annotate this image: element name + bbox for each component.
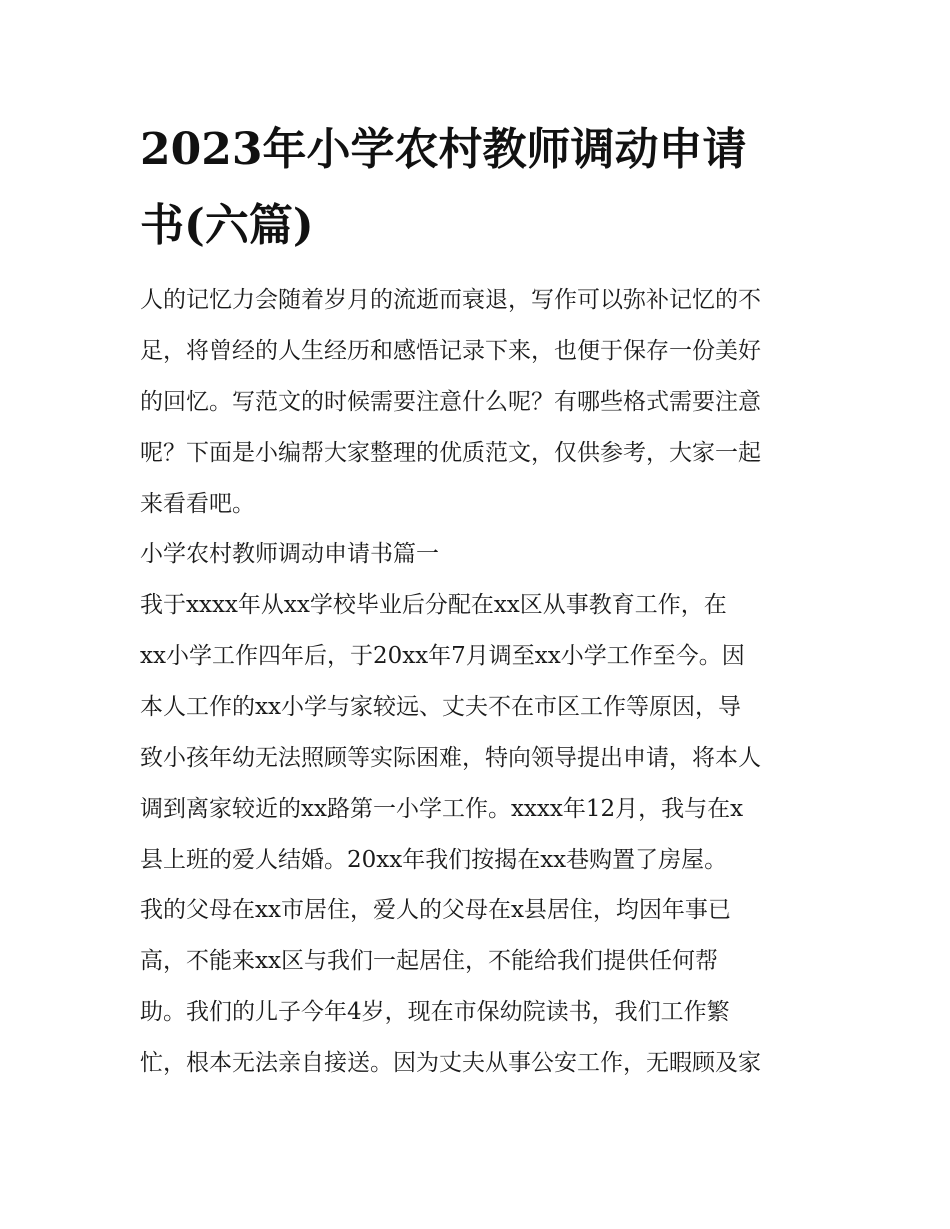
title-line-2: 书(六篇): [140, 200, 314, 251]
paragraph-1-line-2: xx小学工作四年后，于20xx年7月调至xx小学工作至今。因: [140, 643, 745, 669]
intro-line-4: 呢？下面是小编帮大家整理的优质范文，仅供参考，大家一起: [140, 440, 761, 466]
intro-line-5: 来看看吧。: [140, 491, 255, 517]
paragraph-2-line-4: 忙，根本无法亲自接送。因为丈夫从事公安工作，无暇顾及家: [140, 1050, 761, 1076]
title-line-1: 2023年小学农村教师调动申请: [140, 124, 747, 175]
paragraph-1-line-4: 致小孩年幼无法照顾等实际困难，特向领导提出申请，将本人: [140, 745, 761, 771]
section-heading: 小学农村教师调动申请书篇一: [140, 541, 439, 567]
intro-line-2: 足，将曾经的人生经历和感悟记录下来，也便于保存一份美好: [140, 338, 761, 364]
intro-line-1: 人的记忆力会随着岁月的流逝而衰退，写作可以弥补记忆的不: [140, 287, 761, 313]
paragraph-2-line-1: 我的父母在xx市居住，爱人的父母在x县居住，均因年事已: [140, 897, 731, 923]
paragraph-2-line-3: 助。我们的儿子今年4岁，现在市保幼院读书，我们工作繁: [140, 999, 730, 1025]
paragraph-1-line-3: 本人工作的xx小学与家较远、丈夫不在市区工作等原因，导: [140, 694, 741, 720]
intro-line-3: 的回忆。写范文的时候需要注意什么呢？有哪些格式需要注意: [140, 389, 761, 415]
paragraph-1-line-5: 调到离家较近的xx路第一小学工作。xxxx年12月，我与在x: [140, 796, 744, 822]
paragraph-2-line-2: 高，不能来xx区与我们一起居住，不能给我们提供任何帮: [140, 948, 718, 974]
document-title: [140, 112, 820, 264]
paragraph-1-line-6: 县上班的爱人结婚。20xx年我们按揭在xx巷购置了房屋。: [140, 847, 728, 873]
paragraph-1-line-1: 我于xxxx年从xx学校毕业后分配在xx区从事教育工作，在: [140, 592, 727, 618]
